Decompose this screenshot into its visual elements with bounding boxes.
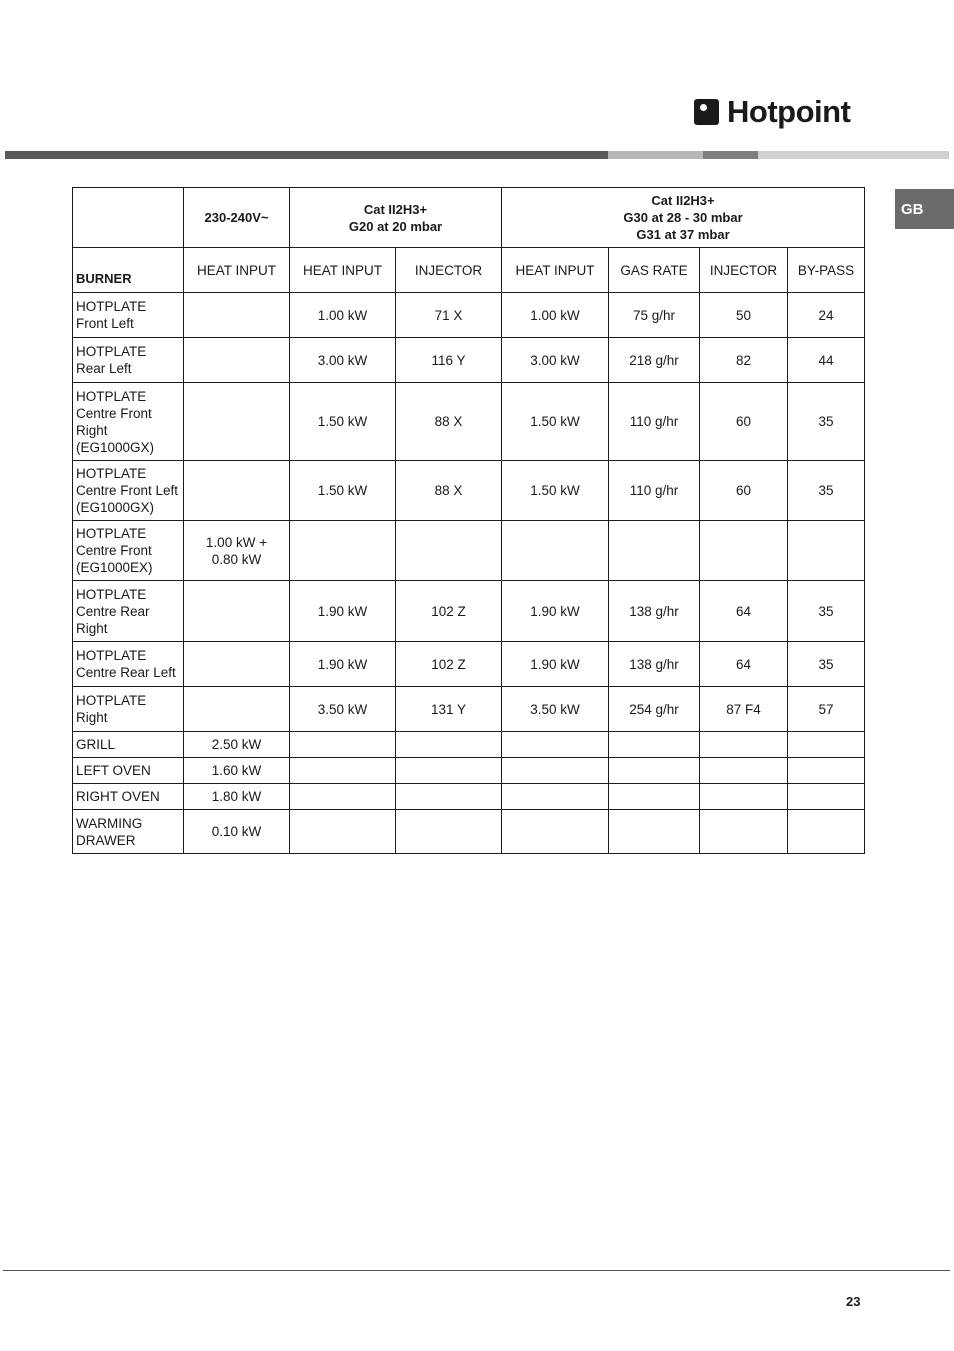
- table-cell: [290, 758, 396, 784]
- table-row: [73, 687, 865, 732]
- table-cell: 87 F4: [700, 687, 788, 732]
- burner-name-line: HOTPLATE: [76, 344, 147, 359]
- table-cell: [396, 732, 502, 758]
- header-bar-segment: [703, 151, 758, 159]
- table-cell: 35: [788, 383, 865, 461]
- burner-name-line: (EG1000GX): [76, 500, 155, 515]
- voltage-header: 230-240V~: [184, 188, 290, 248]
- table-cell: [609, 758, 700, 784]
- table-cell: [609, 732, 700, 758]
- table-cell: [788, 810, 865, 854]
- table-row: [73, 758, 865, 784]
- table-cell: 3.50 kW: [290, 687, 396, 732]
- table-cell: 110 g/hr: [609, 461, 700, 521]
- empty-header-cell: [73, 188, 184, 248]
- table-cell: 1.50 kW: [290, 383, 396, 461]
- column-header-burner: BURNER: [73, 248, 184, 293]
- burner-name-line: Rear Left: [76, 361, 132, 376]
- table-cell: 1.90 kW: [290, 642, 396, 687]
- table-cell: [184, 461, 290, 521]
- burner-name-cell: [73, 338, 184, 383]
- table-cell: [788, 758, 865, 784]
- table-row: [73, 810, 865, 854]
- table-cell: 88 X: [396, 461, 502, 521]
- column-header: INJECTOR: [700, 248, 788, 293]
- table-cell: 50: [700, 293, 788, 338]
- burner-name-line: HOTPLATE: [76, 648, 147, 663]
- burner-name-line: Right: [76, 620, 108, 636]
- burner-name-line: Centre Front Left: [76, 483, 179, 498]
- table-cell: 57: [788, 687, 865, 732]
- table-row: [73, 784, 865, 810]
- column-header: HEAT INPUT: [184, 248, 290, 293]
- table-cell: [788, 521, 865, 581]
- table-cell: 1.50 kW: [290, 461, 396, 521]
- table-cell: [502, 758, 609, 784]
- table-cell: 131 Y: [396, 687, 502, 732]
- table-row: [73, 521, 865, 581]
- table-cell: 138 g/hr: [609, 581, 700, 642]
- burner-name-line: HOTPLATE: [76, 693, 147, 708]
- logo-mark-icon: [694, 99, 719, 125]
- table-cell: 218 g/hr: [609, 338, 700, 383]
- table-cell: [609, 521, 700, 581]
- burner-name-line: HOTPLATE: [76, 526, 147, 541]
- table-row: [73, 383, 865, 461]
- table-cell: [184, 293, 290, 338]
- table-cell: 1.90 kW: [502, 581, 609, 642]
- table-cell: [700, 521, 788, 581]
- burner-name-line: (EG1000GX): [76, 439, 155, 455]
- burner-name-cell: [73, 642, 184, 687]
- table-cell: [700, 758, 788, 784]
- table-cell: [290, 810, 396, 854]
- table-cell: [700, 784, 788, 810]
- header-line: G30 at 28 - 30 mbar: [623, 210, 743, 225]
- table-cell: [609, 810, 700, 854]
- table-cell: [184, 338, 290, 383]
- table-row: [73, 642, 865, 687]
- header-bar-segment: [5, 151, 608, 159]
- table-cell: [502, 732, 609, 758]
- burner-name-line: Right: [76, 710, 108, 725]
- burner-name-line: Right: [76, 422, 108, 438]
- burner-name-line: LEFT OVEN: [76, 763, 151, 778]
- table-cell: 60: [700, 461, 788, 521]
- table-cell: 0.10 kW: [184, 810, 290, 854]
- table-cell: 1.00 kW: [502, 293, 609, 338]
- column-header: HEAT INPUT: [502, 248, 609, 293]
- table-cell: 102 Z: [396, 581, 502, 642]
- table-cell: [290, 784, 396, 810]
- burner-spec-table: [72, 187, 865, 854]
- table-cell: 24: [788, 293, 865, 338]
- column-header: BY-PASS: [788, 248, 865, 293]
- burner-name-cell: [73, 732, 184, 758]
- burner-name-line: HOTPLATE: [76, 466, 147, 481]
- burner-name-line: (EG1000EX): [76, 560, 153, 575]
- table-cell: 1.60 kW: [184, 758, 290, 784]
- table-cell: 2.50 kW: [184, 732, 290, 758]
- table-cell: 1.50 kW: [502, 461, 609, 521]
- table-cell: [184, 687, 290, 732]
- table-cell: 254 g/hr: [609, 687, 700, 732]
- table-cell: 1.00 kW: [290, 293, 396, 338]
- table-cell: 138 g/hr: [609, 642, 700, 687]
- burner-name-line: Front Left: [76, 316, 134, 331]
- burner-name-line: Centre Rear: [76, 603, 150, 619]
- table-cell: [396, 521, 502, 581]
- cat-g30-header: [502, 188, 865, 248]
- table-cell: 64: [700, 642, 788, 687]
- table-cell: [184, 383, 290, 461]
- hotpoint-logo: [694, 94, 850, 130]
- burner-name-line: HOTPLATE: [76, 299, 147, 314]
- table-cell: 3.00 kW: [502, 338, 609, 383]
- table-cell: 82: [700, 338, 788, 383]
- header-line: G20 at 20 mbar: [348, 218, 443, 234]
- table-cell: 35: [788, 461, 865, 521]
- header-line: Cat II2H3+: [651, 193, 715, 208]
- table-row: [73, 461, 865, 521]
- burner-name-cell: [73, 521, 184, 581]
- burner-name-line: Centre Rear Left: [76, 665, 176, 680]
- table-cell: [700, 810, 788, 854]
- header-bar-segment: [608, 151, 703, 159]
- burner-name-line: RIGHT OVEN: [76, 789, 160, 804]
- table-cell: [396, 810, 502, 854]
- table-cell: 1.50 kW: [502, 383, 609, 461]
- cat-g20-header: [290, 188, 502, 248]
- table-cell: 1.90 kW: [502, 642, 609, 687]
- table-cell: 1.00 kW + 0.80 kW: [184, 521, 290, 581]
- burner-name-cell: [73, 383, 184, 461]
- table-cell: [290, 732, 396, 758]
- table-row: [73, 293, 865, 338]
- header-line: Cat II2H3+: [363, 201, 428, 217]
- table-cell: 88 X: [396, 383, 502, 461]
- burner-name-line: GRILL: [76, 737, 116, 752]
- burner-name-cell: [73, 687, 184, 732]
- table-group-header-row: [73, 188, 865, 248]
- burner-name-cell: [73, 784, 184, 810]
- header-line: G31 at 37 mbar: [636, 227, 730, 242]
- table-cell: 35: [788, 581, 865, 642]
- table-cell: 64: [700, 581, 788, 642]
- table-cell: [502, 521, 609, 581]
- burner-name-cell: [73, 581, 184, 642]
- table-cell: 71 X: [396, 293, 502, 338]
- burner-name-line: Centre Front: [76, 543, 152, 558]
- table-cell: [396, 784, 502, 810]
- burner-name-line: WARMING: [76, 815, 143, 831]
- column-header: INJECTOR: [396, 248, 502, 293]
- table-cell: 75 g/hr: [609, 293, 700, 338]
- table-column-header-row: [73, 248, 865, 293]
- burner-name-cell: [73, 293, 184, 338]
- burner-name-line: HOTPLATE: [76, 586, 147, 602]
- table-cell: 1.80 kW: [184, 784, 290, 810]
- table-cell: [700, 732, 788, 758]
- table-cell: 1.90 kW: [290, 581, 396, 642]
- table-cell: [184, 642, 290, 687]
- table-row: [73, 338, 865, 383]
- burner-name-line: HOTPLATE: [76, 388, 147, 404]
- table-cell: [502, 784, 609, 810]
- table-cell: 44: [788, 338, 865, 383]
- table-row: [73, 581, 865, 642]
- footer-rule: [3, 1270, 950, 1271]
- table-cell: 3.00 kW: [290, 338, 396, 383]
- table-cell: 116 Y: [396, 338, 502, 383]
- burner-name-cell: [73, 810, 184, 854]
- column-header: HEAT INPUT: [290, 248, 396, 293]
- table-cell: [502, 810, 609, 854]
- burner-name-line: DRAWER: [76, 832, 136, 848]
- burner-name-cell: [73, 461, 184, 521]
- header-bar-segment: [758, 151, 949, 159]
- table-cell: 3.50 kW: [502, 687, 609, 732]
- burner-name-cell: [73, 758, 184, 784]
- table-cell: [290, 521, 396, 581]
- table-row: [73, 732, 865, 758]
- table-cell: [788, 784, 865, 810]
- table-cell: 110 g/hr: [609, 383, 700, 461]
- logo-text: Hotpoint: [727, 94, 851, 129]
- table-cell: [788, 732, 865, 758]
- table-cell: 35: [788, 642, 865, 687]
- table-cell: [184, 581, 290, 642]
- table-cell: [396, 758, 502, 784]
- table-cell: [609, 784, 700, 810]
- table-cell: 102 Z: [396, 642, 502, 687]
- table-cell: 60: [700, 383, 788, 461]
- column-header: GAS RATE: [609, 248, 700, 293]
- burner-name-line: Centre Front: [76, 405, 152, 421]
- page-number: 23: [846, 1294, 861, 1309]
- language-tab: GB: [895, 189, 954, 229]
